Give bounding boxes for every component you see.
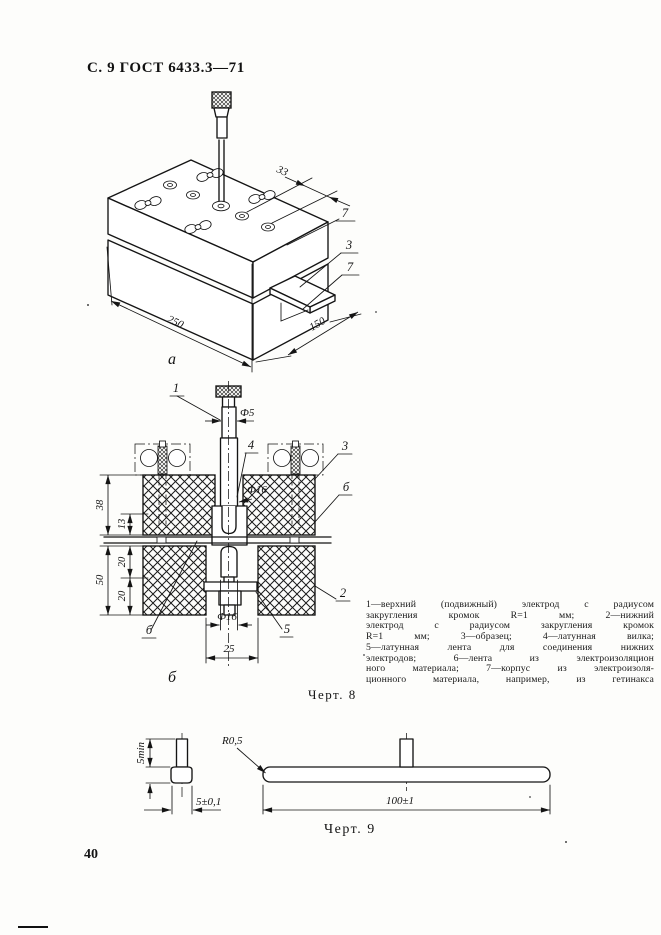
section-dim-lower-height	[95, 546, 108, 615]
iso-callout-sample-label: 3	[345, 238, 353, 252]
callout-4-label: 4	[247, 438, 255, 452]
callout-6-right-label: б	[342, 480, 350, 494]
iso-callout-bottom-body-label: 7	[346, 260, 354, 274]
iso-view-label: а	[168, 351, 176, 368]
dim-phi16-bottom-label: Ф16	[217, 611, 237, 623]
legend-line: закругления кромок R=1 мм; 2—нижний	[366, 609, 654, 621]
page-number: 40	[84, 847, 98, 862]
dim-5-01-label: 5±0,1	[196, 796, 222, 808]
fig9-dim-min-height	[135, 739, 175, 799]
section-view-label: б	[167, 669, 177, 686]
callout-6-left-label: б	[145, 623, 153, 637]
washer	[236, 212, 249, 220]
legend-line: ционного материала, например, из гетинакса	[366, 673, 654, 685]
section-brass-strip	[204, 582, 257, 591]
dim-5min-label: 5min	[135, 742, 147, 764]
dim-phi5-label: Ф5	[240, 407, 255, 419]
fig9-sample-view	[135, 733, 550, 814]
fig9-caption: Черт. 9	[324, 822, 376, 837]
fig9-sample-bar	[263, 739, 550, 782]
fig9-dim-radius	[221, 735, 266, 773]
page-header: С. 9 ГОСТ 6433.3—71	[87, 60, 245, 76]
iso-dim-width-label: 150	[307, 315, 328, 334]
fig9-dim-thickness	[144, 786, 221, 814]
fig9-end-view	[171, 739, 192, 783]
legend-line: 1—верхний (подвижный) электрод с радиусом	[366, 599, 654, 610]
section-callout-tape-right	[314, 480, 352, 523]
legend-line: ного материала; 7—корпус из электроизоля-	[366, 663, 654, 675]
fig8-section-view	[95, 381, 352, 686]
dim-38-label: 38	[95, 499, 106, 511]
washer	[164, 181, 177, 189]
iso-dim-gap-label: 33	[274, 163, 290, 179]
dim-50-label: 50	[95, 574, 106, 586]
section-tape-left-mark	[157, 537, 166, 543]
dim-r05-label: R0,5	[222, 735, 243, 747]
section-dim-upper-height	[95, 475, 108, 535]
section-tape-right-mark	[290, 537, 299, 543]
dim-20b-label: 20	[117, 590, 128, 602]
iso-knurled-knob	[212, 92, 231, 138]
washer	[187, 191, 200, 199]
callout-5-label: 5	[283, 622, 291, 636]
iso-dim-length-label: 250	[165, 313, 186, 332]
dim-phi16-hole-label: Ф16	[247, 484, 267, 496]
section-wing-nut-right	[268, 441, 323, 475]
section-lower-electrode	[204, 547, 257, 616]
section-callout-rod	[170, 381, 220, 420]
fig8-legend	[366, 600, 654, 686]
dim-13-label: 13	[117, 518, 128, 530]
fig8-caption: Черт. 8	[308, 687, 357, 702]
legend-line: электродов; 6—лента из электроизоляцион	[366, 652, 654, 664]
section-callout-lower-electrode	[315, 586, 350, 601]
callout-3-label: 3	[341, 439, 349, 453]
legend-line: R=1 мм; 3—образец; 4—латунная вилка;	[366, 631, 654, 643]
section-callout-sample	[314, 439, 352, 480]
dim-25-label: 25	[223, 643, 235, 655]
section-dim-seg2	[117, 578, 130, 615]
callout-2-label: 2	[339, 586, 347, 600]
fig8-isometric-view	[107, 92, 361, 372]
dim-100-label: 100±1	[385, 795, 415, 807]
section-wing-nut-left	[135, 441, 190, 475]
iso-callout-top-body-label: 7	[341, 206, 349, 220]
washer	[262, 223, 275, 231]
dim-20a-label: 20	[117, 556, 128, 568]
bottom-rule	[18, 926, 48, 928]
legend-line: 5—латунная лента для соединения нижних	[366, 641, 654, 653]
section-dim-inset	[117, 514, 130, 535]
section-dim-seg1	[117, 546, 130, 578]
callout-1-label: 1	[172, 381, 180, 395]
legend-line: электрод с радиусом закругления кромок	[366, 620, 654, 632]
